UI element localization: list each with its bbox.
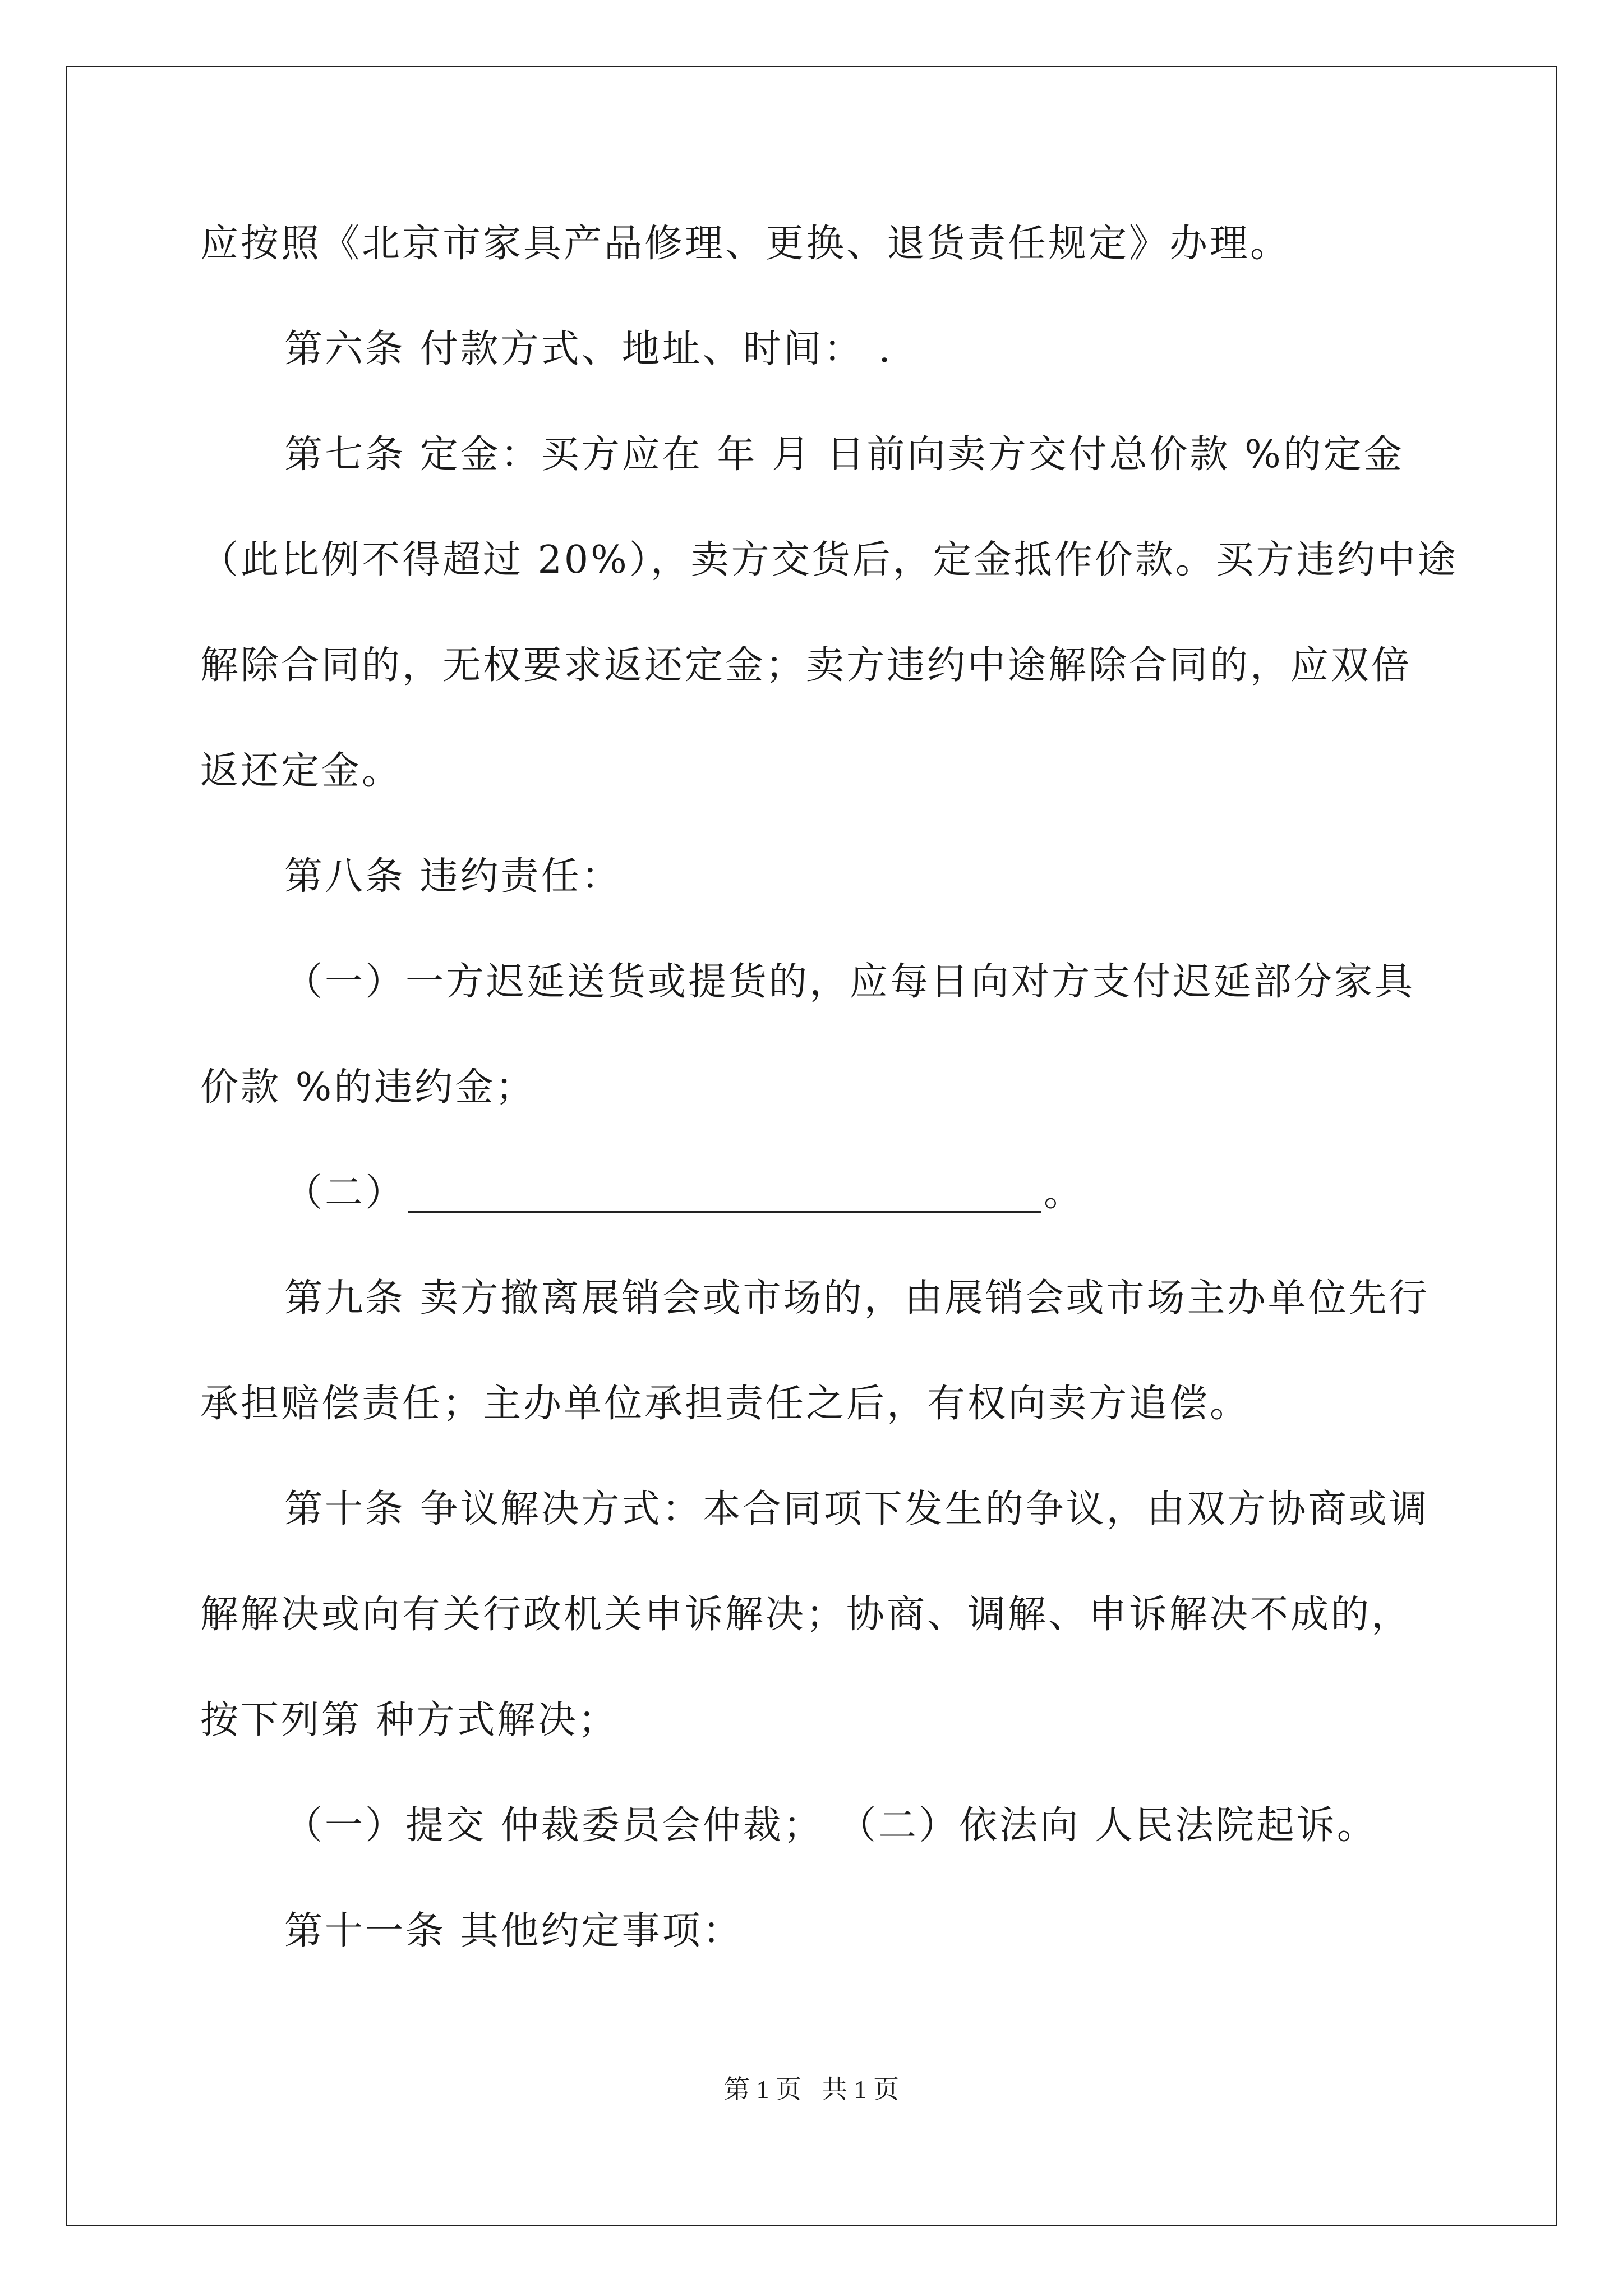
article-8-clause-1: 价款 %的违约金；	[200, 1065, 536, 1110]
page-footer	[0, 2073, 1623, 2106]
clause-2-suffix: 。	[1044, 1171, 1085, 1215]
article-7-line: 第七条 定金：买方应在 年 月 日前向卖方交付总价款 %的定金	[284, 432, 1404, 477]
article-11-heading: 第十一条 其他约定事项：	[284, 1909, 743, 1953]
article-10-line: 解解决或向有关行政机关申诉解决；协商、调解、申诉解决不成的，	[200, 1593, 1412, 1637]
page-number: 第 1 页	[724, 2075, 801, 2104]
article-8-clause-1: （一）一方迟延送货或提货的，应每日向对方支付迟延部分家具	[284, 960, 1415, 1004]
article-10-options: （一）提交 仲裁委员会仲裁； （二）依法向 人民法院起诉。	[284, 1803, 1377, 1848]
article-10-line: 按下列第 种方式解决；	[200, 1698, 619, 1742]
paragraph-line: 应按照《北京市家具产品修理、更换、退货责任规定》办理。	[200, 222, 1291, 266]
article-9-line: 承担赔偿责任；主办单位承担责任之后，有权向卖方追偿。	[200, 1382, 1251, 1426]
article-7-line: （此比例不得超过 20%），卖方交货后，定金抵作价款。买方违约中途	[200, 538, 1458, 582]
article-6-heading: 第六条 付款方式、地址、时间： .	[284, 327, 893, 371]
article-9-line: 第九条 卖方撤离展销会或市场的，由展销会或市场主办单位先行	[284, 1276, 1430, 1320]
article-10-line: 第十条 争议解决方式：本合同项下发生的争议，由双方协商或调	[284, 1487, 1430, 1531]
clause-2-prefix: （二）	[284, 1171, 406, 1215]
article-8-heading: 第八条 违约责任：	[284, 854, 622, 899]
fill-in-blank[interactable]	[408, 1171, 1041, 1213]
article-7-line: 返还定金。	[200, 749, 403, 793]
article-7-line: 解除合同的，无权要求返还定金；卖方违约中途解除合同的，应双倍	[200, 643, 1412, 688]
page-total: 共 1 页	[822, 2075, 899, 2104]
article-8-clause-2	[284, 1162, 1084, 1224]
